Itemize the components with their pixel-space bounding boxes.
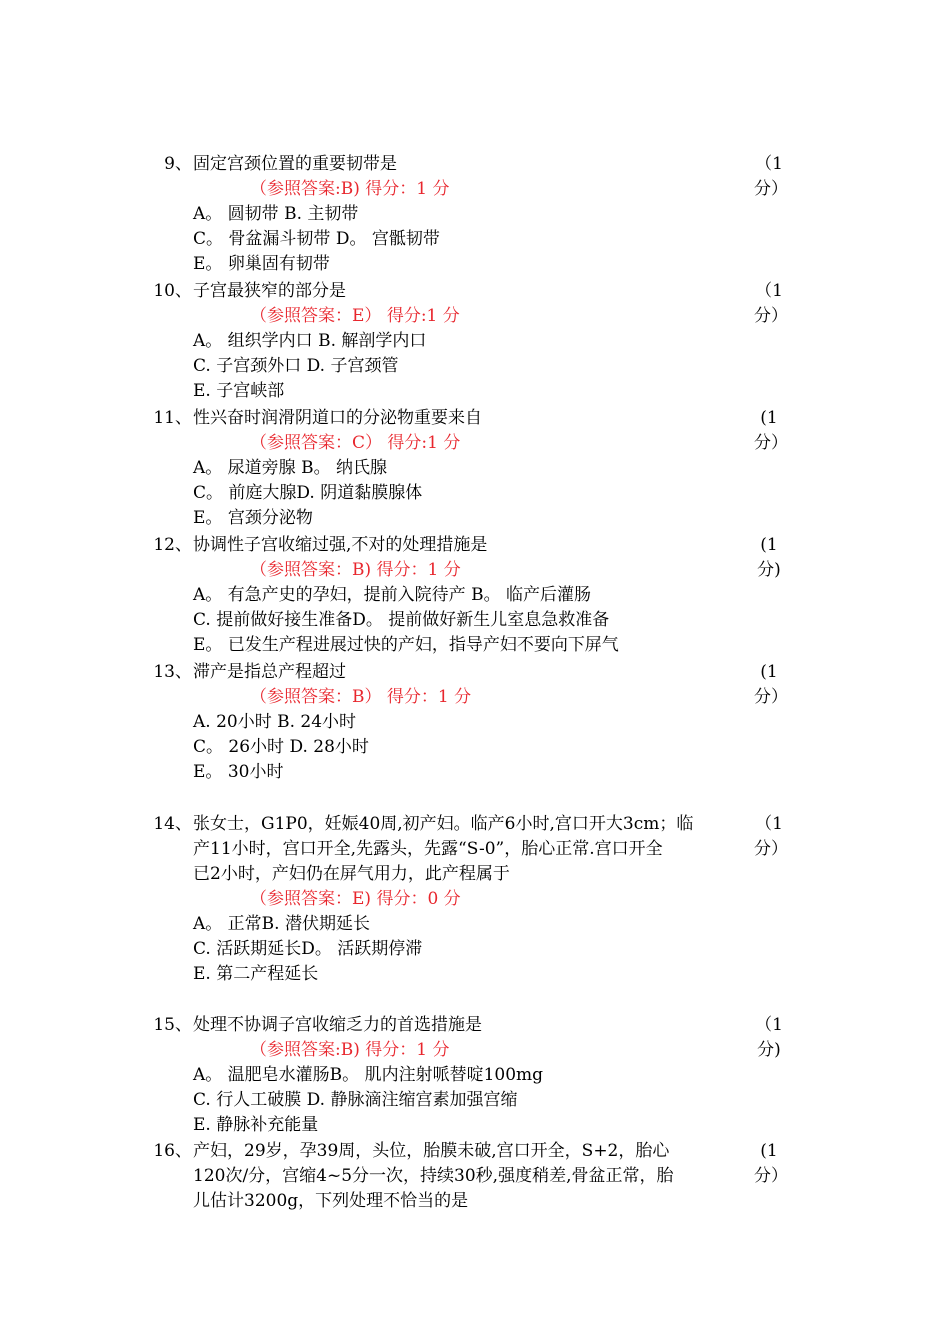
text-line — [0, 379, 950, 404]
answer-option: C. 子宫颈外口 D. 子宫颈管 — [193, 356, 399, 376]
question-number: 9、 — [164, 154, 192, 174]
text-line — [0, 1013, 950, 1038]
text-line — [0, 1063, 950, 1088]
answer-option: A。 组织学内口 B. 解剖学内口 — [193, 331, 427, 351]
answer-option: A. 20小时 B. 24小时 — [193, 712, 357, 732]
question-block — [0, 406, 950, 531]
text-line — [0, 583, 950, 608]
text-line — [0, 962, 950, 987]
answer-option: C. 行人工破膜 D. 静脉滴注缩宫素加强宫缩 — [193, 1090, 518, 1110]
question-stem: 产妇，29岁，孕39周，头位，胎膜未破,宫口开全，S+2，胎心 — [193, 1141, 670, 1161]
text-line — [0, 1164, 950, 1189]
question-block — [0, 533, 950, 658]
text-line — [0, 1088, 950, 1113]
answer-option: A。 正常B. 潜伏期延长 — [193, 914, 370, 934]
question-stem: 处理不协调子宫收缩乏力的首选措施是 — [193, 1015, 482, 1035]
answer-option: E。 宫颈分泌物 — [193, 508, 313, 528]
text-line — [0, 152, 950, 177]
score-marker: 分） — [754, 433, 788, 453]
answer-option: A。 尿道旁腺 B。 纳氏腺 — [193, 458, 387, 478]
text-line — [0, 837, 950, 862]
answer-option: A。 有急产史的孕妇，提前入院待产 B。 临产后灌肠 — [193, 585, 591, 605]
question-stem: 产11小时，宫口开全,先露头，先露“S-0”，胎心正常.宫口开全 — [193, 839, 663, 859]
score-marker: 分） — [754, 179, 788, 199]
text-line — [0, 608, 950, 633]
question-stem: 已2小时，产妇仍在屏气用力，此产程属于 — [193, 864, 510, 884]
score-marker: 分) — [757, 1040, 781, 1060]
text-line — [0, 354, 950, 379]
answer-option: C. 活跃期延长D。 活跃期停滞 — [193, 939, 423, 959]
text-line — [0, 633, 950, 658]
question-block — [0, 660, 950, 785]
question-number: 14、 — [153, 814, 192, 834]
text-line — [0, 481, 950, 506]
answer-option: C。 骨盆漏斗韧带 D。 宫骶韧带 — [193, 229, 440, 249]
text-line — [0, 735, 950, 760]
reference-answer: （参照答案：B) 得分：1 分 — [250, 560, 461, 580]
score-marker: 分） — [754, 687, 788, 707]
text-line — [0, 279, 950, 304]
question-block — [0, 1139, 950, 1214]
text-line — [0, 177, 950, 202]
score-marker: 分） — [754, 306, 788, 326]
reference-answer: （参照答案:B) 得分：1 分 — [250, 179, 450, 199]
text-line — [0, 862, 950, 887]
question-stem: 儿估计3200g，下列处理不恰当的是 — [193, 1191, 469, 1211]
text-line — [0, 558, 950, 583]
score-marker: （1 — [755, 1015, 783, 1035]
answer-option: E。 已发生产程进展过快的产妇，指导产妇不要向下屏气 — [193, 635, 619, 655]
question-block — [0, 152, 950, 277]
text-line — [0, 1113, 950, 1138]
reference-answer: （参照答案：C） 得分:1 分 — [250, 433, 461, 453]
question-stem: 性兴奋时润滑阴道口的分泌物重要来自 — [193, 408, 482, 428]
answer-option: E. 静脉补充能量 — [193, 1115, 319, 1135]
text-line — [0, 304, 950, 329]
score-marker: （1 — [755, 814, 783, 834]
text-line — [0, 887, 950, 912]
text-line — [0, 660, 950, 685]
score-marker: (1 — [760, 408, 778, 428]
text-line — [0, 456, 950, 481]
text-line — [0, 431, 950, 456]
answer-option: E。 30小时 — [193, 762, 284, 782]
score-marker: 分） — [754, 839, 788, 859]
score-marker: 分) — [757, 560, 781, 580]
text-line — [0, 1139, 950, 1164]
question-stem: 子宫最狭窄的部分是 — [193, 281, 346, 301]
score-marker: (1 — [760, 535, 778, 555]
text-line — [0, 937, 950, 962]
question-stem: 张女士，G1P0，妊娠40周,初产妇。临产6小时,宫口开大3cm；临 — [193, 814, 694, 834]
text-line — [0, 406, 950, 431]
answer-option: E. 子宫峡部 — [193, 381, 285, 401]
score-marker: (1 — [760, 1141, 778, 1161]
question-number: 16、 — [153, 1141, 192, 1161]
question-block — [0, 1013, 950, 1138]
text-line — [0, 506, 950, 531]
question-number: 12、 — [153, 535, 192, 555]
answer-option: A。 圆韧带 B. 主韧带 — [193, 204, 359, 224]
score-marker: （1 — [755, 281, 783, 301]
text-line — [0, 252, 950, 277]
score-marker: (1 — [760, 662, 778, 682]
reference-answer: （参照答案：E) 得分：0 分 — [250, 889, 461, 909]
answer-option: C. 提前做好接生准备D。 提前做好新生儿室息急救准备 — [193, 610, 610, 630]
reference-answer: （参照答案：B） 得分：1 分 — [250, 687, 472, 707]
text-line — [0, 685, 950, 710]
score-marker: （1 — [755, 154, 783, 174]
text-line — [0, 912, 950, 937]
text-line — [0, 812, 950, 837]
text-line — [0, 202, 950, 227]
text-line — [0, 1189, 950, 1214]
question-stem: 固定宫颈位置的重要韧带是 — [193, 154, 397, 174]
answer-option: E。 卵巢固有韧带 — [193, 254, 330, 274]
answer-option: C。 26小时 D. 28小时 — [193, 737, 369, 757]
score-marker: 分） — [754, 1166, 788, 1186]
question-stem: 120次/分，宫缩4~5分一次，持续30秒,强度稍差,骨盆正常，胎 — [193, 1166, 674, 1186]
question-stem: 滞产是指总产程超过 — [193, 662, 346, 682]
question-number: 10、 — [153, 281, 192, 301]
text-line — [0, 227, 950, 252]
answer-option: E. 第二产程延长 — [193, 964, 319, 984]
text-line — [0, 533, 950, 558]
question-number: 15、 — [153, 1015, 192, 1035]
text-line — [0, 329, 950, 354]
question-number: 11、 — [153, 408, 192, 428]
text-line — [0, 1038, 950, 1063]
answer-option: C。 前庭大腺D. 阴道黏膜腺体 — [193, 483, 423, 503]
question-number: 13、 — [153, 662, 192, 682]
question-block — [0, 279, 950, 404]
reference-answer: （参照答案:B) 得分：1 分 — [250, 1040, 450, 1060]
reference-answer: （参照答案：E） 得分:1 分 — [250, 306, 460, 326]
text-line — [0, 710, 950, 735]
answer-option: A。 温肥皂水灌肠B。 肌内注射哌替啶100mg — [193, 1065, 544, 1085]
question-stem: 协调性子宫收缩过强,不对的处理措施是 — [193, 535, 488, 555]
question-block — [0, 812, 950, 987]
text-line — [0, 760, 950, 785]
